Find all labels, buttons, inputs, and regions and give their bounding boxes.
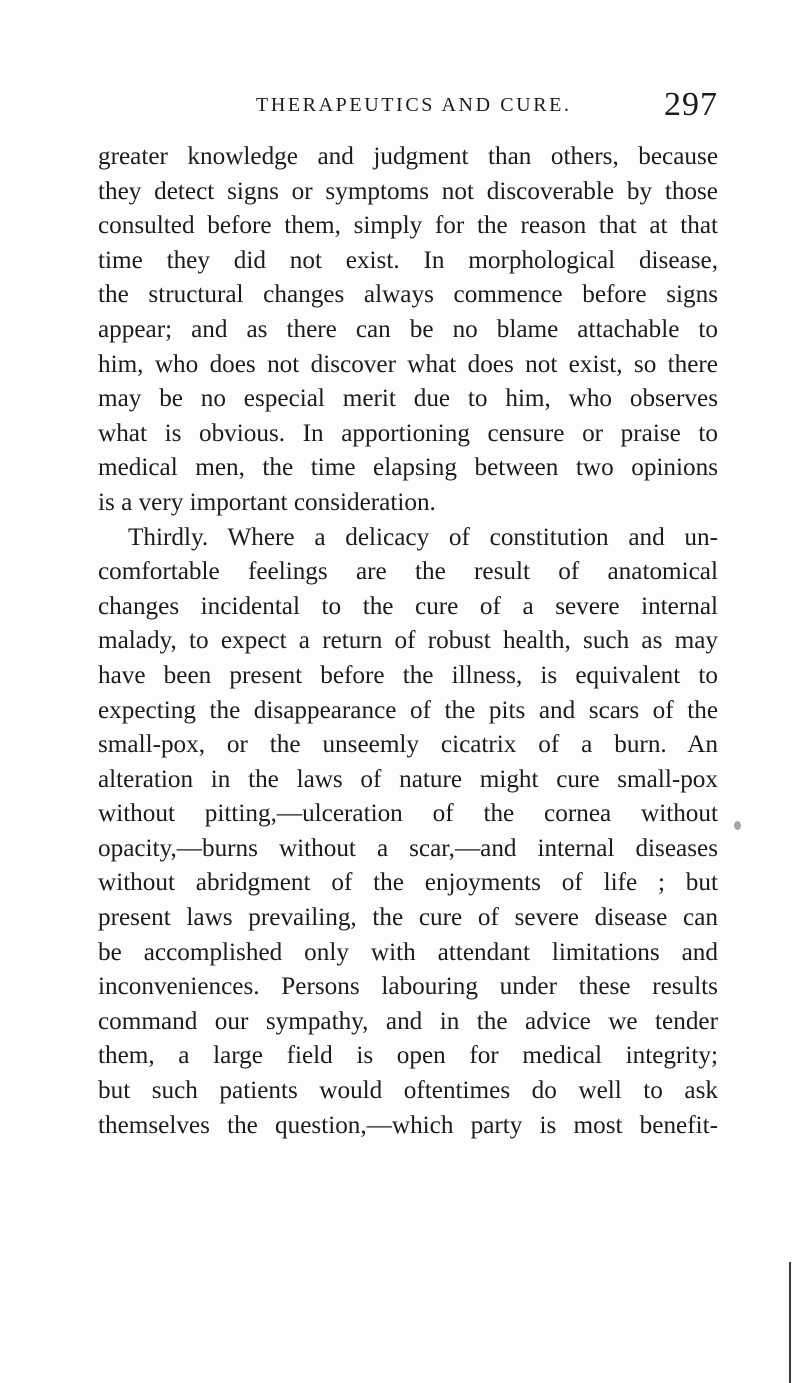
text-line: present laws prevailing, the cure of severe disease can: [98, 904, 718, 932]
text-line: inconveniences. Persons labouring under these results: [98, 973, 718, 1001]
text-line: be accomplished only with attendant limitations and: [98, 938, 718, 966]
text-line: may be no especial merit due to him, who observes: [98, 385, 718, 413]
text-line: without pitting,—ulceration of the cornea without: [98, 800, 718, 828]
text-line: small-pox, or the unseemly cicatrix of a burn. An: [98, 731, 718, 759]
scan-speck: [734, 821, 741, 830]
paragraph-start-line: Thirdly. Where a delicacy of constitution and un-: [128, 523, 718, 551]
text-line: the structural changes always commence before signs: [98, 281, 718, 309]
text-line: consulted before them, simply for the reason that at that: [98, 212, 718, 240]
text-line: what is obvious. In apportioning censure or praise to: [98, 419, 718, 447]
text-line: they detect signs or symptoms not discoverable by those: [98, 177, 718, 205]
text-line: without abridgment of the enjoyments of life ; but: [98, 869, 718, 897]
text-line: alteration in the laws of nature might cure small-pox: [98, 765, 718, 793]
text-line: opacity,—burns without a scar,—and internal diseases: [98, 834, 718, 862]
text-line: appear; and as there can be no blame attachable to: [98, 315, 718, 343]
text-line: is a very important consideration.: [98, 488, 436, 516]
text-line: them, a large field is open for medical integrity;: [98, 1042, 718, 1070]
text-line: themselves the question,—which party is most benefit-: [98, 1111, 718, 1139]
text-line: greater knowledge and judgment than others, because: [98, 143, 718, 170]
text-line: but such patients would oftentimes do well to ask: [98, 1077, 718, 1105]
text-line: medical men, the time elapsing between two opinions: [98, 454, 718, 482]
body-text: [98, 140, 718, 1143]
text-line: him, who does not discover what does not exist, so there: [98, 350, 718, 378]
text-line: expecting the disappearance of the pits and scars of the: [98, 696, 718, 724]
running-title: THERAPEUTICS AND CURE.: [256, 94, 572, 116]
scan-edge-mark: [789, 1262, 791, 1383]
running-head: [256, 86, 718, 126]
text-line: command our sympathy, and in the advice we tender: [98, 1007, 718, 1035]
text-line: time they did not exist. In morphological disease,: [98, 246, 718, 274]
page-number: 297: [664, 86, 718, 123]
text-line: malady, to expect a return of robust health, such as may: [98, 627, 718, 655]
text-line: changes incidental to the cure of a severe internal: [98, 592, 718, 620]
text-line: have been present before the illness, is equivalent to: [98, 661, 718, 689]
text-line: comfortable feelings are the result of anatomical: [98, 558, 718, 586]
